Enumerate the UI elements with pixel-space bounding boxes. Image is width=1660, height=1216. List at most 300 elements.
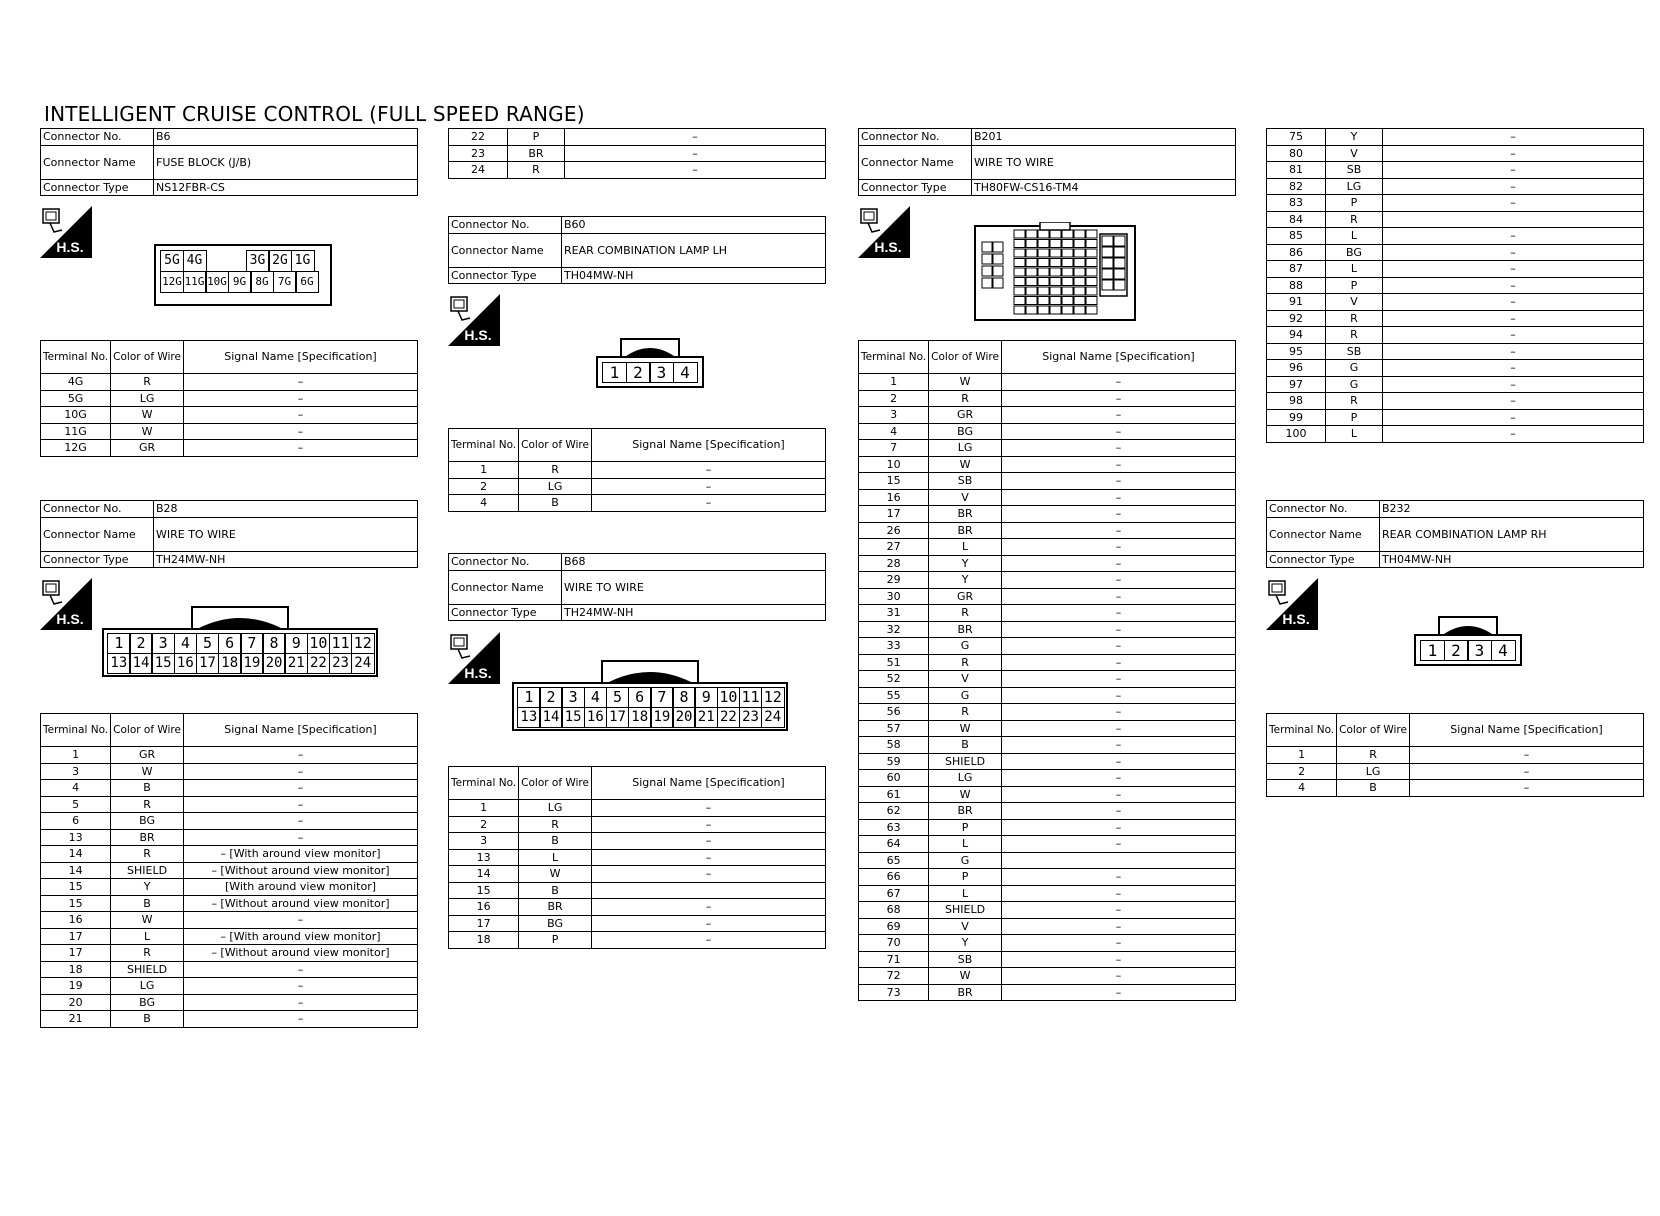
wire-color-cell: LG [519, 800, 592, 817]
table-row [449, 882, 826, 899]
signal-name-header: Signal Name [Specification] [183, 341, 417, 374]
terminal-no-cell: 33 [859, 638, 929, 655]
table-row [1267, 145, 1644, 162]
signal-name-header: Signal Name [Specification] [183, 714, 417, 747]
terminal-no-cell: 12G [41, 440, 111, 457]
connector-pin: 3 [1467, 640, 1492, 661]
terminal-no-cell: 62 [859, 803, 929, 820]
signal-name-cell: – [591, 462, 825, 479]
table-row [859, 654, 1236, 671]
wire-color-cell: BG [929, 423, 1002, 440]
wire-color-cell: R [1326, 211, 1383, 228]
connector-pin: 19 [650, 707, 674, 728]
terminal-no-cell: 15 [859, 473, 929, 490]
table-row [859, 902, 1236, 919]
signal-name-cell: – [1001, 951, 1235, 968]
terminal-no-header: Terminal No. [41, 714, 111, 747]
table-row [449, 932, 826, 949]
wire-color-cell: LG [1326, 178, 1383, 195]
table-row [41, 928, 418, 945]
pin-row [602, 362, 698, 382]
connector-pin: 23 [739, 707, 763, 728]
table-row [859, 407, 1236, 424]
connector-name-label: Connector Name [41, 145, 154, 179]
connector-pin: 4 [1491, 640, 1516, 661]
b232-info-table [1266, 500, 1644, 568]
signal-name-cell: – [1383, 129, 1644, 146]
wire-color-cell: P [1326, 195, 1383, 212]
terminal-no-cell: 4 [449, 495, 519, 512]
connector-pin: 22 [717, 707, 741, 728]
terminal-no-cell: 30 [859, 588, 929, 605]
terminal-no-cell: 11G [41, 423, 111, 440]
terminal-no-cell: 16 [41, 912, 111, 929]
terminal-no-cell: 65 [859, 852, 929, 869]
wire-color-cell: BR [929, 984, 1002, 1001]
signal-name-cell: – [1001, 572, 1235, 589]
signal-name-cell: [With around view monitor] [183, 879, 417, 896]
connector-pin: 10 [307, 633, 331, 654]
b6-terminal-table [40, 340, 418, 457]
connector-pin: 5 [196, 633, 220, 654]
wire-color-cell: LG [929, 440, 1002, 457]
terminal-no-cell: 70 [859, 935, 929, 952]
signal-name-cell: – [183, 796, 417, 813]
table-header-row [41, 714, 418, 747]
connector-type-label: Connector Type [41, 179, 154, 196]
table-row [859, 951, 1236, 968]
connector-pin: 22 [307, 653, 331, 674]
connector-no-label: Connector No. [41, 501, 154, 518]
connector-pin: 12 [761, 687, 785, 708]
terminal-no-cell: 2 [859, 390, 929, 407]
connector-name-value: WIRE TO WIRE [972, 145, 1236, 179]
signal-name-cell: – [Without around view monitor] [183, 895, 417, 912]
harness-side-icon [1266, 578, 1318, 630]
wire-color-cell: W [929, 374, 1002, 391]
connector-pin: 5 [606, 687, 630, 708]
table-row [1267, 294, 1644, 311]
table-row [449, 866, 826, 883]
connector-pin: 19 [240, 653, 264, 674]
pin-row [517, 707, 783, 727]
terminal-no-cell: 5 [41, 796, 111, 813]
signal-name-cell: – [591, 833, 825, 850]
terminal-no-cell: 17 [41, 945, 111, 962]
signal-name-cell: – [1001, 522, 1235, 539]
terminal-no-cell: 10G [41, 407, 111, 424]
connector-pin: 4 [673, 362, 698, 383]
wire-color-cell: R [929, 605, 1002, 622]
signal-name-cell: – [565, 145, 826, 162]
b60-terminal-table [448, 428, 826, 512]
terminal-no-cell: 56 [859, 704, 929, 721]
connector-pin: 9 [284, 633, 308, 654]
signal-name-cell: – [183, 994, 417, 1011]
connector-pin: 3 [649, 362, 674, 383]
table-row [1267, 162, 1644, 179]
table-row [859, 819, 1236, 836]
b60-info-table [448, 216, 826, 284]
connector-pin: 20 [672, 707, 696, 728]
wire-color-cell: BG [111, 994, 184, 1011]
table-row [449, 145, 826, 162]
wire-color-cell: W [519, 866, 592, 883]
wire-color-cell: V [929, 489, 1002, 506]
terminal-no-cell: 81 [1267, 162, 1326, 179]
table-row [859, 803, 1236, 820]
table-row [41, 912, 418, 929]
table-row [1267, 195, 1644, 212]
signal-name-cell: – [1001, 687, 1235, 704]
table-row [859, 869, 1236, 886]
table-row [859, 456, 1236, 473]
wire-color-cell: GR [111, 440, 184, 457]
b201-info-table [858, 128, 1236, 196]
terminal-no-cell: 1 [41, 747, 111, 764]
table-row [41, 374, 418, 391]
signal-name-cell: – [1383, 277, 1644, 294]
signal-name-cell: – [1383, 327, 1644, 344]
table-row [859, 704, 1236, 721]
table-row [859, 638, 1236, 655]
terminal-no-cell: 1 [1267, 747, 1337, 764]
table-row [859, 687, 1236, 704]
signal-name-cell: – [1001, 473, 1235, 490]
terminal-no-cell: 97 [1267, 376, 1326, 393]
color-of-wire-header: Color of Wire [519, 429, 592, 462]
terminal-no-cell: 2 [449, 816, 519, 833]
wire-color-cell: BR [111, 829, 184, 846]
terminal-no-cell: 18 [449, 932, 519, 949]
connector-name-label: Connector Name [859, 145, 972, 179]
signal-name-cell: – [591, 800, 825, 817]
connector-pin: 2 [626, 362, 651, 383]
table-row [41, 961, 418, 978]
table-row [41, 440, 418, 457]
pin-row [107, 653, 373, 673]
page-title: INTELLIGENT CRUISE CONTROL (FULL SPEED RANGE) [44, 102, 585, 126]
terminal-no-cell: 71 [859, 951, 929, 968]
signal-name-cell: – [1001, 935, 1235, 952]
signal-name-cell: – [1001, 968, 1235, 985]
wire-color-cell: P [929, 869, 1002, 886]
connector-type-value: TH24MW-NH [562, 604, 826, 621]
signal-name-cell: – [183, 912, 417, 929]
wire-color-cell: R [929, 390, 1002, 407]
wire-color-cell: Y [929, 572, 1002, 589]
table-row [859, 968, 1236, 985]
table-row [41, 813, 418, 830]
signal-name-cell: – [591, 478, 825, 495]
connector-body [596, 356, 704, 388]
wire-color-cell: L [929, 539, 1002, 556]
table-row [859, 720, 1236, 737]
table-row [859, 390, 1236, 407]
connector-type-label: Connector Type [41, 551, 154, 568]
table-row [859, 473, 1236, 490]
table-row [41, 994, 418, 1011]
connector-name-value: WIRE TO WIRE [154, 517, 418, 551]
terminal-no-cell: 82 [1267, 178, 1326, 195]
table-row [1267, 178, 1644, 195]
table-row [449, 849, 826, 866]
table-row [859, 935, 1236, 952]
terminal-no-cell: 98 [1267, 393, 1326, 410]
signal-name-cell: – [With around view monitor] [183, 846, 417, 863]
wire-color-cell: G [1326, 376, 1383, 393]
connector-pin: 18 [218, 653, 242, 674]
signal-name-cell: – [1001, 786, 1235, 803]
table-row [859, 852, 1236, 869]
connector-pin: 24 [351, 653, 375, 674]
signal-name-cell: – [1383, 178, 1644, 195]
terminal-no-cell: 1 [449, 462, 519, 479]
wire-color-cell: L [111, 928, 184, 945]
pin-row [160, 250, 326, 271]
signal-name-cell: – [1383, 294, 1644, 311]
connector-pin: 3 [561, 687, 585, 708]
signal-name-cell [591, 882, 825, 899]
wire-color-cell: R [929, 704, 1002, 721]
wire-color-cell: SHIELD [111, 961, 184, 978]
terminal-no-cell: 69 [859, 918, 929, 935]
connector-pin: 7 [650, 687, 674, 708]
terminal-no-cell: 67 [859, 885, 929, 902]
connector-body [1414, 634, 1522, 666]
terminal-no-cell: 14 [41, 862, 111, 879]
wire-color-cell: R [929, 654, 1002, 671]
signal-name-cell: – [1001, 836, 1235, 853]
connector-pin: 8 [262, 633, 286, 654]
table-header-row [449, 429, 826, 462]
table-row [859, 572, 1236, 589]
connector-no-label: Connector No. [859, 129, 972, 146]
connector-pin: 12G [160, 271, 184, 293]
terminal-no-header: Terminal No. [1267, 714, 1337, 747]
connector-no-label: Connector No. [449, 217, 562, 234]
table-row [41, 390, 418, 407]
wire-color-cell: LG [111, 978, 184, 995]
terminal-no-cell: 6 [41, 813, 111, 830]
wire-color-cell: B [1337, 780, 1410, 797]
connector-no-value: B68 [562, 554, 826, 571]
signal-name-cell [1001, 852, 1235, 869]
pin-row [160, 271, 326, 292]
terminal-no-header: Terminal No. [449, 429, 519, 462]
signal-name-cell: – [1001, 869, 1235, 886]
wire-color-cell: L [519, 849, 592, 866]
signal-name-cell: – [1383, 310, 1644, 327]
wire-color-cell: R [111, 945, 184, 962]
signal-name-cell: – [1409, 780, 1643, 797]
terminal-no-cell: 91 [1267, 294, 1326, 311]
connector-pin: 1 [1420, 640, 1445, 661]
table-row [859, 374, 1236, 391]
connector-latch [601, 660, 699, 682]
terminal-no-cell: 61 [859, 786, 929, 803]
signal-name-cell: – [591, 866, 825, 883]
connector-pin: 9G [228, 271, 252, 293]
connector-latch [191, 606, 289, 628]
signal-name-cell: – [591, 495, 825, 512]
wire-color-cell: Y [929, 935, 1002, 952]
signal-name-cell: – [1383, 162, 1644, 179]
terminal-no-cell: 4 [41, 780, 111, 797]
b28-terminal-table [40, 713, 418, 1028]
signal-name-cell: – [1001, 456, 1235, 473]
connector-body [102, 628, 378, 677]
signal-name-cell: – [Without around view monitor] [183, 862, 417, 879]
b201-connector-diagram [974, 222, 1136, 322]
wire-color-cell: W [111, 423, 184, 440]
wire-color-cell: LG [1337, 763, 1410, 780]
table-row [41, 846, 418, 863]
connector-pin: 10G [205, 271, 229, 293]
table-row [449, 915, 826, 932]
signal-name-cell: – [1001, 390, 1235, 407]
terminal-no-cell: 92 [1267, 310, 1326, 327]
terminal-no-cell: 85 [1267, 228, 1326, 245]
connector-no-value: B201 [972, 129, 1236, 146]
wire-color-cell: SB [1326, 162, 1383, 179]
signal-name-cell: – [1001, 539, 1235, 556]
wire-color-cell: R [111, 796, 184, 813]
table-header-row [859, 341, 1236, 374]
wire-color-cell: SHIELD [929, 753, 1002, 770]
connector-pin: 17 [196, 653, 220, 674]
wire-color-cell: B [519, 495, 592, 512]
wire-color-cell: W [111, 912, 184, 929]
terminal-no-cell: 7 [859, 440, 929, 457]
b68-terminal-table [448, 766, 826, 949]
connector-pin: 11G [183, 271, 207, 293]
connector-pin: 1G [291, 250, 315, 272]
connector-type-value: NS12FBR-CS [154, 179, 418, 196]
wire-color-cell: R [519, 462, 592, 479]
signal-name-cell [1383, 211, 1644, 228]
connector-no-label: Connector No. [1267, 501, 1380, 518]
terminal-no-cell: 4 [1267, 780, 1337, 797]
signal-name-cell: – [With around view monitor] [183, 928, 417, 945]
wire-color-cell: G [929, 852, 1002, 869]
terminal-no-cell: 10 [859, 456, 929, 473]
signal-name-cell: – [1383, 244, 1644, 261]
b232-connector-diagram [1414, 616, 1522, 666]
table-row [859, 753, 1236, 770]
connector-latch [1438, 616, 1498, 634]
signal-name-cell: – [1001, 737, 1235, 754]
wire-color-cell: W [111, 763, 184, 780]
connector-pin: 21 [694, 707, 718, 728]
signal-name-cell: – [1001, 984, 1235, 1001]
wire-color-cell: B [519, 833, 592, 850]
wire-color-cell: W [111, 407, 184, 424]
table-row [859, 737, 1236, 754]
signal-name-cell: – [183, 390, 417, 407]
hs-label: H.S. [56, 239, 84, 255]
table-row [41, 895, 418, 912]
connector-name-label: Connector Name [41, 517, 154, 551]
terminal-no-cell: 14 [449, 866, 519, 883]
wire-color-cell: B [929, 737, 1002, 754]
b6-info-table [40, 128, 418, 196]
table-row [1267, 780, 1644, 797]
terminal-no-cell: 32 [859, 621, 929, 638]
signal-name-header: Signal Name [Specification] [591, 767, 825, 800]
wire-color-cell: R [1337, 747, 1410, 764]
wire-color-cell: BG [111, 813, 184, 830]
connector-name-label: Connector Name [1267, 517, 1380, 551]
table-header-row [1267, 714, 1644, 747]
wire-color-cell: R [519, 816, 592, 833]
connector-type-label: Connector Type [859, 179, 972, 196]
terminal-no-cell: 21 [41, 1011, 111, 1028]
color-of-wire-header: Color of Wire [1337, 714, 1410, 747]
terminal-no-cell: 13 [41, 829, 111, 846]
wire-color-cell: R [111, 846, 184, 863]
color-of-wire-header: Color of Wire [111, 341, 184, 374]
harness-side-icon [40, 206, 92, 258]
table-row [1267, 228, 1644, 245]
table-row [859, 588, 1236, 605]
signal-name-cell: – [565, 162, 826, 179]
signal-name-cell: – [1001, 555, 1235, 572]
signal-name-cell: – [565, 129, 826, 146]
terminal-no-cell: 18 [41, 961, 111, 978]
signal-name-header: Signal Name [Specification] [591, 429, 825, 462]
connector-pin: 10 [717, 687, 741, 708]
wire-color-cell: SB [929, 951, 1002, 968]
terminal-no-cell: 28 [859, 555, 929, 572]
wire-color-cell: GR [929, 588, 1002, 605]
terminal-no-cell: 75 [1267, 129, 1326, 146]
signal-name-cell: – [591, 899, 825, 916]
terminal-no-cell: 5G [41, 390, 111, 407]
wire-color-cell: BR [929, 506, 1002, 523]
connector-no-value: B60 [562, 217, 826, 234]
table-row [41, 1011, 418, 1028]
wire-color-cell: B [519, 882, 592, 899]
wire-color-cell: L [929, 836, 1002, 853]
table-row [449, 495, 826, 512]
connector-name-value: REAR COMBINATION LAMP RH [1380, 517, 1644, 551]
connector-pin: 7 [240, 633, 264, 654]
table-row [1267, 277, 1644, 294]
signal-name-cell: – [1383, 393, 1644, 410]
b60-connector-diagram [596, 338, 704, 388]
wire-color-cell: P [1326, 277, 1383, 294]
connector-pin: 4G [183, 250, 207, 272]
signal-name-cell: – [183, 1011, 417, 1028]
wire-color-cell: G [1326, 360, 1383, 377]
terminal-no-cell: 100 [1267, 426, 1326, 443]
table-row [1267, 409, 1644, 426]
signal-name-cell: – [1001, 885, 1235, 902]
table-row [41, 780, 418, 797]
wire-color-cell: BG [519, 915, 592, 932]
table-row [859, 539, 1236, 556]
connector-no-value: B6 [154, 129, 418, 146]
table-row [1267, 261, 1644, 278]
harness-side-icon [448, 294, 500, 346]
signal-name-cell: – [1001, 803, 1235, 820]
wire-color-cell: L [1326, 228, 1383, 245]
connector-type-value: TH04MW-NH [1380, 551, 1644, 568]
wire-color-cell: G [929, 687, 1002, 704]
connector-type-label: Connector Type [1267, 551, 1380, 568]
connector-latch [620, 338, 680, 356]
